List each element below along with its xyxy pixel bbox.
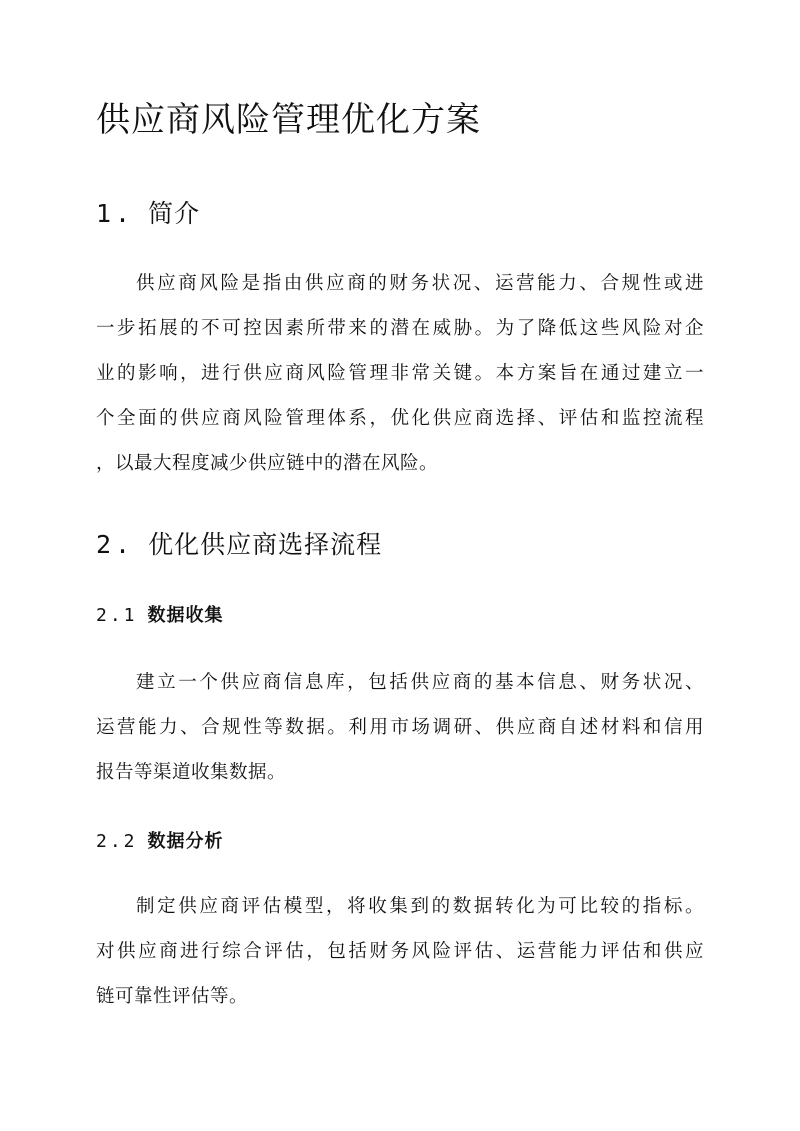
paragraph-line: 运营能力、合规性等数据。利用市场调研、供应商自述材料和信用 — [96, 717, 704, 738]
paragraph-line: 制定供应商评估模型，将收集到的数据转化为可比较的指标。 — [136, 896, 704, 917]
paragraph-line: 业的影响，进行供应商风险管理非常关键。本方案旨在通过建立一 — [96, 363, 704, 384]
paragraph-line: 供应商风险是指由供应商的财务状况、运营能力、合规性或进 — [136, 273, 704, 294]
section-heading-supplier-selection — [96, 527, 382, 563]
paragraph-line: 一步拓展的不可控因素所带来的潜在威胁。为了降低这些风险对企 — [96, 318, 704, 339]
subsection-number: 2.2 — [96, 831, 138, 852]
paragraph-line: 报告等渠道收集数据。 — [96, 762, 287, 783]
data-collection-paragraph — [96, 660, 704, 795]
subsection-number: 2.1 — [96, 605, 138, 626]
introduction-paragraph — [96, 261, 704, 486]
paragraph-line: 链可靠性评估等。 — [96, 986, 249, 1007]
paragraph-line: 个全面的供应商风险管理体系，优化供应商选择、评估和监控流程 — [96, 408, 704, 429]
section-title: 简介 — [148, 199, 201, 228]
paragraph-line: 对供应商进行综合评估，包括财务风险评估、运营能力评估和供应 — [96, 941, 704, 962]
subsection-heading-data-collection — [96, 602, 224, 630]
subsection-title: 数据收集 — [147, 605, 224, 626]
section-number: 1. — [96, 199, 135, 228]
subsection-heading-data-analysis — [96, 828, 224, 856]
document-title: 供应商风险管理优化方案 — [96, 100, 481, 140]
section-title: 优化供应商选择流程 — [148, 530, 383, 559]
paragraph-line: 建立一个供应商信息库，包括供应商的基本信息、财务状况、 — [136, 672, 704, 693]
subsection-title: 数据分析 — [147, 831, 224, 852]
paragraph-line: ，以最大程度减少供应链中的潜在风险。 — [96, 453, 439, 474]
section-number: 2. — [96, 530, 135, 559]
section-heading-introduction — [96, 196, 200, 232]
data-analysis-paragraph — [96, 884, 704, 1019]
